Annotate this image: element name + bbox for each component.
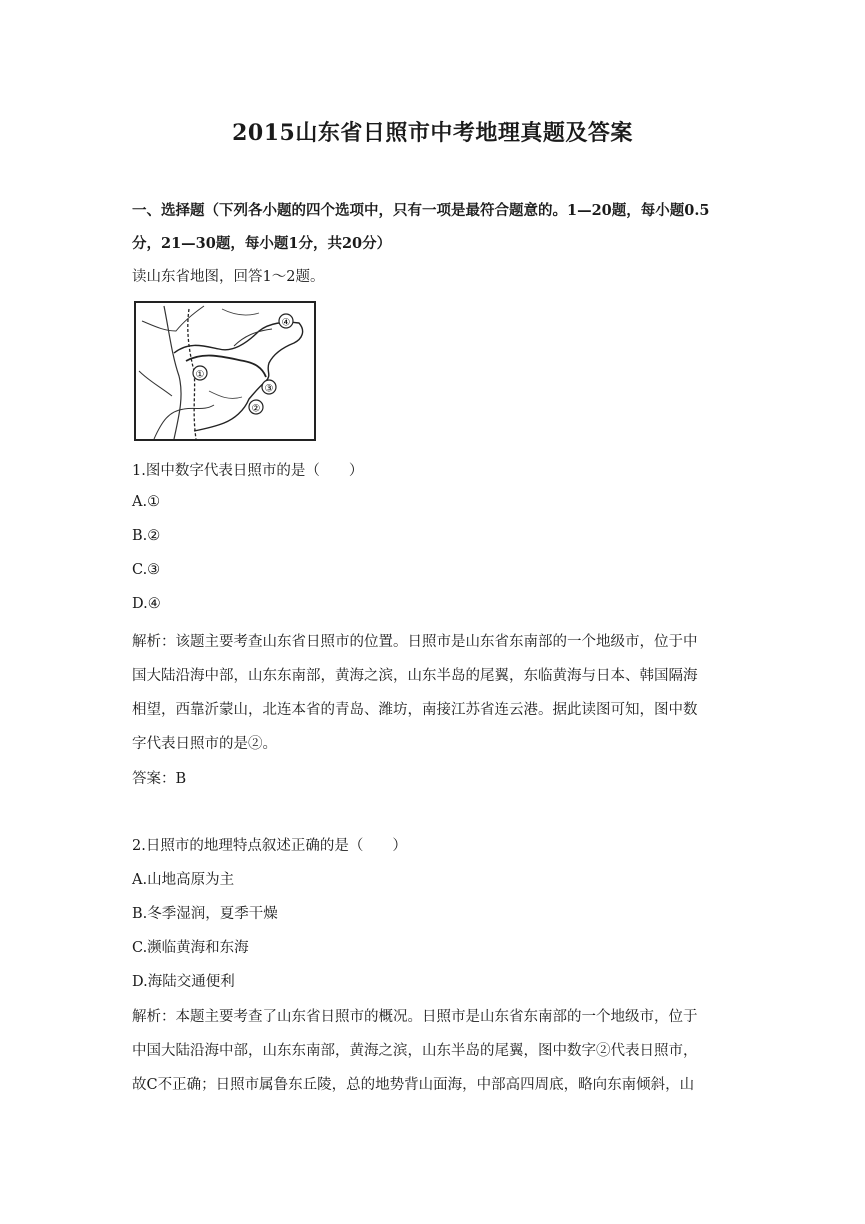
page-title: 2015山东省日照市中考地理真题及答案 [232, 120, 633, 146]
shandong-map-figure [134, 301, 316, 441]
question-2-option-d: D.海陆交通便利 [132, 974, 235, 990]
question-2-analysis-line-3: 故C不正确；日照市属鲁东丘陵，总的地势背山面海，中部高四周底，略向东南倾斜，山 [132, 1077, 695, 1093]
section-heading-line-2: 分，21—30题，每小题1分，共20分） [132, 235, 392, 252]
question-2-stem: 2.日照市的地理特点叙述正确的是（ ） [132, 838, 407, 854]
map-label-3: ③ [264, 383, 274, 395]
question-1-stem: 1.图中数字代表日照市的是（ ） [132, 463, 364, 479]
section-heading-line-1: 一、选择题（下列各小题的四个选项中，只有一项是最符合题意的。1—20题，每小题0.5 [132, 202, 710, 219]
question-1-analysis-line-4: 字代表日照市的是②。 [132, 736, 277, 752]
question-2-analysis-line-2: 中国大陆沿海中部，山东东南部，黄海之滨，山东半岛的尾翼，图中数字②代表日照市， [132, 1043, 698, 1059]
question-1-option-a: A.① [132, 494, 161, 510]
question-2-option-c: C.濒临黄海和东海 [132, 940, 249, 956]
question-1-analysis-line-1: 解析：该题主要考查山东省日照市的位置。日照市是山东省东南部的一个地级市，位于中 [132, 634, 698, 650]
question-1-option-b: B.② [132, 528, 161, 544]
map-label-4: ④ [281, 317, 291, 329]
question-2-analysis-line-1: 解析：本题主要考查了山东省日照市的概况。日照市是山东省东南部的一个地级市，位于 [132, 1009, 698, 1025]
intro-text: 读山东省地图，回答1～2题。 [132, 269, 325, 285]
map-label-1: ① [195, 369, 205, 381]
shandong-map [134, 301, 316, 441]
map-label-2: ② [251, 403, 261, 415]
question-1-answer: 答案：B [132, 771, 187, 787]
question-1-option-c: C.③ [132, 562, 161, 578]
question-2-option-a: A.山地高原为主 [132, 872, 235, 888]
question-1-analysis-line-2: 国大陆沿海中部，山东东南部，黄海之滨，山东半岛的尾翼，东临黄海与日本、韩国隔海 [132, 668, 698, 684]
question-1-analysis-line-3: 相望，西靠沂蒙山，北连本省的青岛、潍坊，南接江苏省连云港。据此读图可知，图中数 [132, 702, 698, 718]
question-2-option-b: B.冬季湿润，夏季干燥 [132, 906, 278, 922]
question-1-option-d: D.④ [132, 596, 161, 612]
